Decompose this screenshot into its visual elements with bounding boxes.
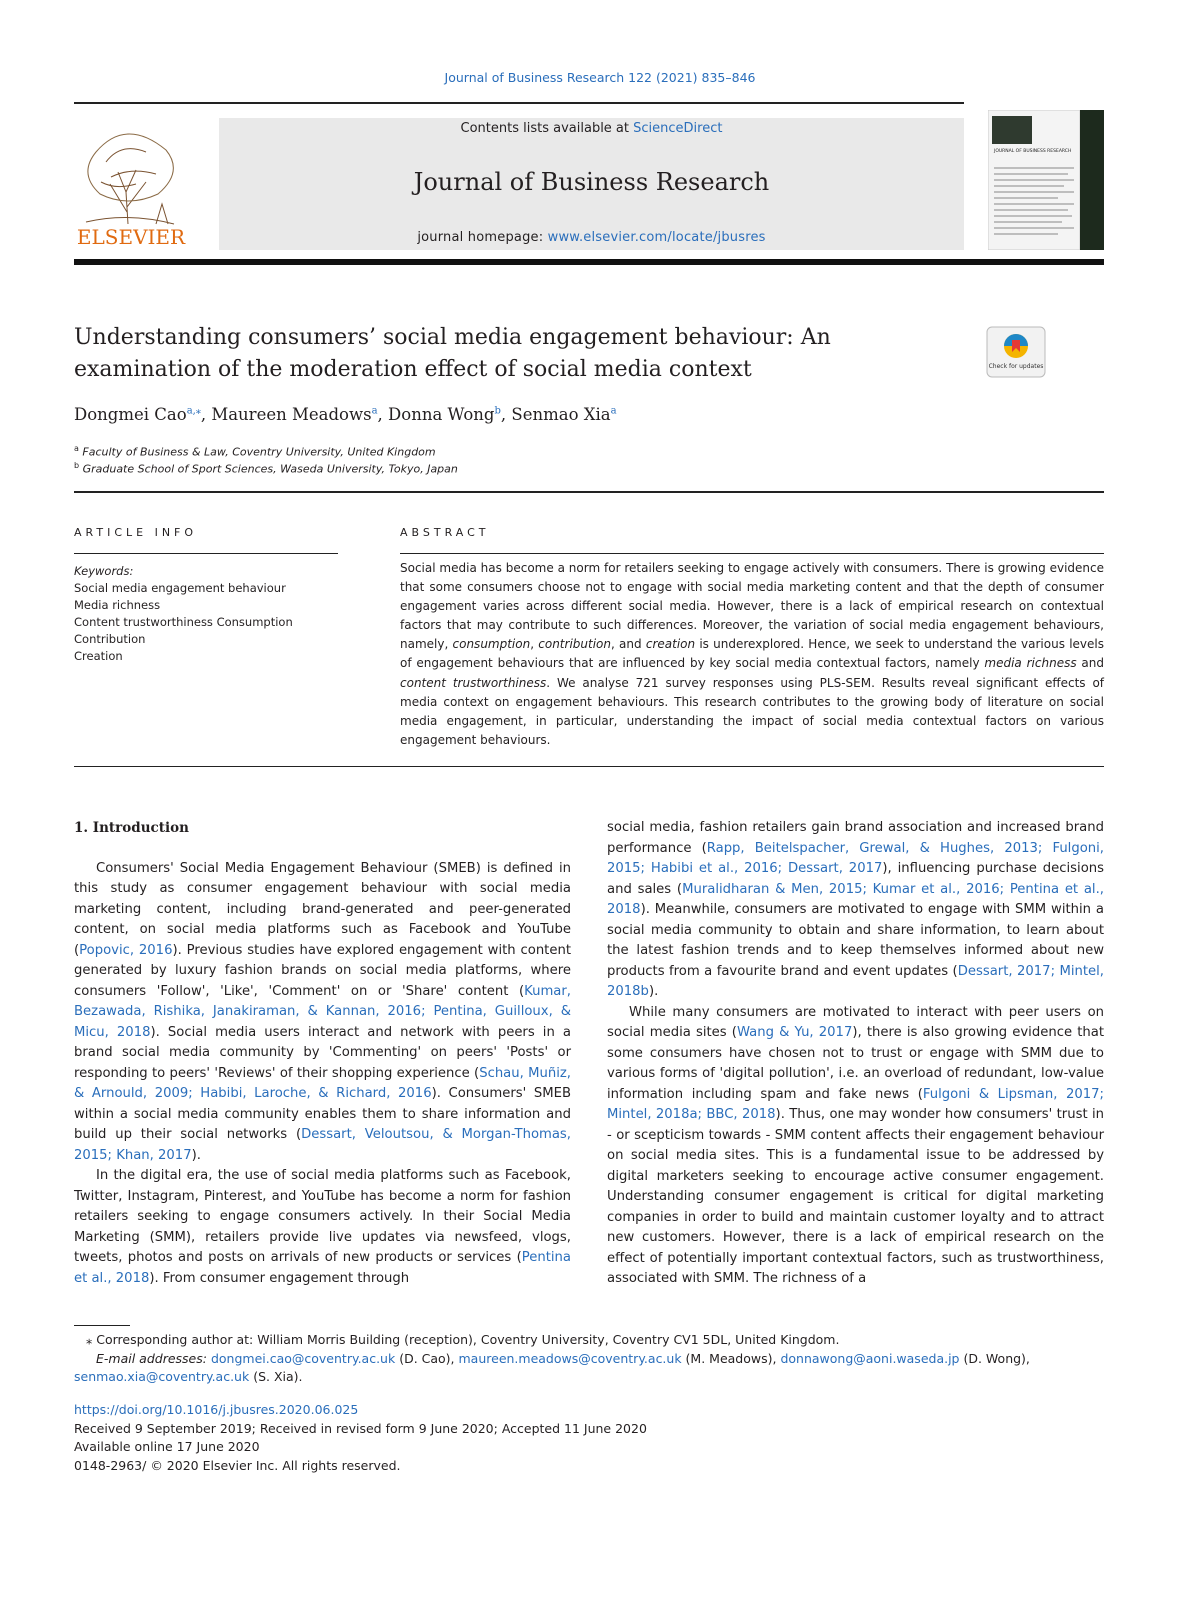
divider <box>400 553 1104 554</box>
author-list: Dongmei Cao$^{a,⁎}$, Maureen Meadows$^a$, Donna Wong$^b$, Senmao Xia$^a$ <box>74 405 617 424</box>
abstract-emphasis: consumption <box>452 637 531 652</box>
corresponding-author-note: ⁎ Corresponding author at: William Morris Building (reception), Coventry University, Coventry CV1 5DL, United Kingdom. <box>86 1332 840 1347</box>
contents-prefix: Contents lists available at <box>460 121 634 136</box>
citation-link[interactable]: Muralidharan & Men, 2015; Kumar et al., 2016; Pentina et al., 2018 <box>607 881 1104 917</box>
abstract-run: , <box>530 637 539 652</box>
journal-cover-thumbnail <box>988 110 1104 250</box>
paragraph-text: While many consumers are motivated to interact with peer users on social media sites ( <box>607 1004 1104 1040</box>
paragraph <box>607 818 1104 1003</box>
paragraph-text: ). <box>648 984 659 999</box>
divider <box>74 491 1104 493</box>
email-owner: (S. Xia). <box>249 1369 303 1384</box>
abstract-emphasis: contribution <box>538 637 611 652</box>
abstract-heading: ABSTRACT <box>400 526 490 539</box>
affiliation-sup: a <box>74 444 79 453</box>
journal-title: Journal of Business Research <box>413 168 770 196</box>
sciencedirect-link[interactable]: ScienceDirect <box>633 121 723 136</box>
divider <box>74 766 1104 767</box>
abstract-emphasis: creation <box>645 637 696 652</box>
crossmark-badge[interactable] <box>986 326 1046 378</box>
affiliation-a <box>74 444 436 459</box>
paragraph <box>74 859 571 1167</box>
email-owner: (D. Wong), <box>959 1350 1030 1366</box>
paragraph-text: ). <box>191 1147 201 1163</box>
citation-link[interactable]: Pentina et al., 2018 <box>74 1250 571 1286</box>
paragraph <box>607 1003 1104 1290</box>
divider <box>74 553 338 554</box>
cover-title: JOURNAL OF BUSINESS RESEARCH <box>994 149 1072 154</box>
available-online: Available online 17 June 2020 <box>74 1439 260 1454</box>
author-name[interactable]: Donna Wong <box>388 405 495 424</box>
journal-reference[interactable]: Journal of Business Research 122 (2021) 835–846 <box>444 70 756 85</box>
keywords-label: Keywords: <box>74 564 134 578</box>
paragraph-text: In the digital era, the use of social media platforms such as Facebook, Twitter, Instagram, Pinterest, and YouTube has become a norm for fashion retailers seeking to engage consumers actively. In their Social Media Marketing (SMM), retailers provide live updates via newsfeed, vlogs, tweets, photos and posts on arrivals of new products or services ( <box>74 1168 571 1265</box>
author-sup[interactable]: a <box>610 405 617 417</box>
homepage-link[interactable]: www.elsevier.com/locate/jbusres <box>547 230 766 245</box>
paragraph-text: ). Social media users interact and network with peers in a brand social media community by 'Commenting' on peers' 'Posts' or responding to peers' 'Reviews' of their shopping experience ( <box>74 1024 571 1081</box>
paragraph-text: ), influencing purchase decisions and sales ( <box>607 861 1105 897</box>
email-line <box>74 1350 1104 1369</box>
homepage-line <box>219 230 964 245</box>
section-heading: 1. Introduction <box>74 820 189 836</box>
affiliation-b <box>74 461 458 476</box>
article-title <box>74 322 954 386</box>
crossmark-label: Check for updates <box>988 363 1044 370</box>
copyright: 0148-2963/ © 2020 Elsevier Inc. All rights reserved. <box>74 1457 401 1473</box>
citation-link[interactable]: Kumar, Bezawada, Rishika, Janakiraman, & Kannan, 2016; Pentina, Guilloux, & Micu, 2018 <box>74 983 571 1040</box>
abstract-run: Social media has become a norm for retailers seeking to engage actively with consumers. There is growing evidence that some consumers choose not to engage with social media marketing content and that the depth of consumer engagement varies across different social media. However, there is a lack of empirical research on contextual factors that may contribute to such differences. Moreover, the variation of social media engagement behaviours, namely, <box>400 561 1104 652</box>
keyword: Media richness <box>74 598 161 612</box>
keywords-block <box>74 563 293 665</box>
paragraph-text: Consumers' Social Media Engagement Behaviour (SMEB) is defined in this study as consumer engagement behaviour with social media marketing content, including brand-generated and peer-generated content, on social media platforms such as Facebook and YouTube ( <box>74 860 571 958</box>
citation-link[interactable]: Rapp, Beitelspacher, Grewal, & Hughes, 2013; Fulgoni, 2015; Habibi et al., 2016; Dessart, 2017 <box>607 840 1104 876</box>
author-sup[interactable]: b <box>494 405 501 417</box>
left-column <box>74 818 571 1289</box>
title-line-1: Understanding consumers’ social media engagement behaviour: An <box>74 325 831 350</box>
homepage-prefix: journal homepage: <box>417 230 548 245</box>
abstract-run: is underexplored. Hence, we seek to understand the various levels of engagement behaviours that are influenced by key social media contextual factors, namely <box>400 637 1104 671</box>
publication-info <box>74 1401 874 1475</box>
paragraph-text: ), there is also growing evidence that some consumers have chosen not to trust or engage with SMM due to various forms of 'digital pollution', i.e. an overload of redundant, low-value information including spam and fake news ( <box>607 1025 1104 1102</box>
elsevier-wordmark: ELSEVIER <box>76 225 186 249</box>
keyword: Content trustworthiness Consumption <box>74 615 293 629</box>
email-owner: (M. Meadows), <box>681 1350 781 1366</box>
abstract-run: . We analyse 721 survey responses using PLS-SEM. Results reveal significant effects of media context on engagement behaviours. This research contributes to the growing body of literature on social media engagement, in particular, understanding the impact of social media contextual factors on various engagement behaviours. <box>400 675 1105 747</box>
email-line <box>74 1368 1104 1387</box>
paragraph-text: ). Meanwhile, consumers are motivated to engage with SMM within a social media community to obtain and share information, to learn about the latest fashion trends and to keep themselves informed about new products from a favourite brand and event updates ( <box>607 902 1104 979</box>
elsevier-logo <box>66 112 196 252</box>
abstract-run: , and <box>611 637 646 652</box>
paragraph-text: ). Previous studies have explored engagement with content generated by luxury fashion brands on social media platforms, where consumers 'Follow', 'Like', 'Comment' on or 'Share' content ( <box>74 942 571 999</box>
abstract-run: and <box>1076 656 1105 671</box>
contents-line <box>219 121 964 136</box>
title-line-2: examination of the moderation effect of social media context <box>74 357 752 382</box>
citation-link[interactable]: Dessart, 2017; Mintel, 2018b <box>607 963 1104 999</box>
citation-link[interactable]: Dessart, Veloutsou, & Morgan-Thomas, 2015; Khan, 2017 <box>74 1127 571 1163</box>
abstract-emphasis: media richness <box>984 656 1077 671</box>
article-info-heading: ARTICLE INFO <box>74 526 198 539</box>
author-sup[interactable]: a,⁎ <box>186 405 201 417</box>
affiliation-text: Graduate School of Sport Sciences, Waseda University, Tokyo, Japan <box>82 462 458 476</box>
keyword: Social media engagement behaviour <box>74 581 286 595</box>
footnotes <box>74 1331 1104 1387</box>
email-link[interactable]: donnawong@aoni.waseda.jp <box>780 1350 960 1366</box>
masthead-rule <box>74 259 1104 265</box>
footnote-rule <box>74 1325 130 1326</box>
affiliation-text: Faculty of Business & Law, Coventry University, United Kingdom <box>82 445 436 459</box>
abstract-text <box>400 559 1104 750</box>
email-link[interactable]: maureen.meadows@coventry.ac.uk <box>458 1350 682 1366</box>
citation-link[interactable]: Schau, Muñiz, & Arnould, 2009; Habibi, Laroche, & Richard, 2016 <box>74 1065 571 1101</box>
email-label: E-mail addresses: <box>96 1350 207 1366</box>
paragraph-text: ). Consumers' SMEB within a social media community enables them to share information and build up their social networks ( <box>74 1086 571 1142</box>
email-link[interactable]: dongmei.cao@coventry.ac.uk <box>210 1350 396 1366</box>
received-dates: Received 9 September 2019; Received in revised form 9 June 2020; Accepted 11 June 2020 <box>74 1420 647 1436</box>
citation-link[interactable]: Popovic, 2016 <box>79 942 173 958</box>
author-name[interactable]: Senmao Xia <box>511 405 611 424</box>
top-rule <box>74 102 964 104</box>
right-column <box>607 818 1104 1290</box>
paragraph <box>74 1166 571 1289</box>
keyword: Creation <box>74 649 123 663</box>
paragraph-text: ). Thus, one may wonder how consumers' trust in - or scepticism towards - SMM content affects their engagement behaviour on social media sites. This is a fundamental issue to be addressed by digital marketers seeking to encourage active consumer engagement. Understanding consumer engagement is critical for digital marketing companies in order to build and maintain customer loyalty and to attract new customers. However, there is a lack of empirical research on the effect of potentially important contextual factors, such as trustworthiness, associated with SMM. The richness of a <box>607 1107 1105 1286</box>
author-sup[interactable]: a <box>371 405 378 417</box>
author-name[interactable]: Dongmei Cao <box>74 405 187 424</box>
abstract-emphasis: content trustworthiness <box>400 675 547 690</box>
citation-link[interactable]: Fulgoni & Lipsman, 2017; Mintel, 2018a; BBC, 2018 <box>607 1086 1104 1122</box>
citation-link[interactable]: Wang & Yu, 2017 <box>736 1025 853 1040</box>
affiliation-sup: b <box>74 461 80 470</box>
paragraph-text: social media, fashion retailers gain brand association and increased brand performance ( <box>607 820 1104 856</box>
doi-link[interactable]: https://doi.org/10.1016/j.jbusres.2020.06.025 <box>74 1402 359 1417</box>
paragraph-text: ). From consumer engagement through <box>149 1270 410 1286</box>
email-link[interactable]: senmao.xia@coventry.ac.uk <box>74 1369 250 1384</box>
author-name[interactable]: Maureen Meadows <box>211 405 372 424</box>
email-owner: (D. Cao), <box>395 1350 459 1366</box>
keyword: Contribution <box>74 632 146 646</box>
